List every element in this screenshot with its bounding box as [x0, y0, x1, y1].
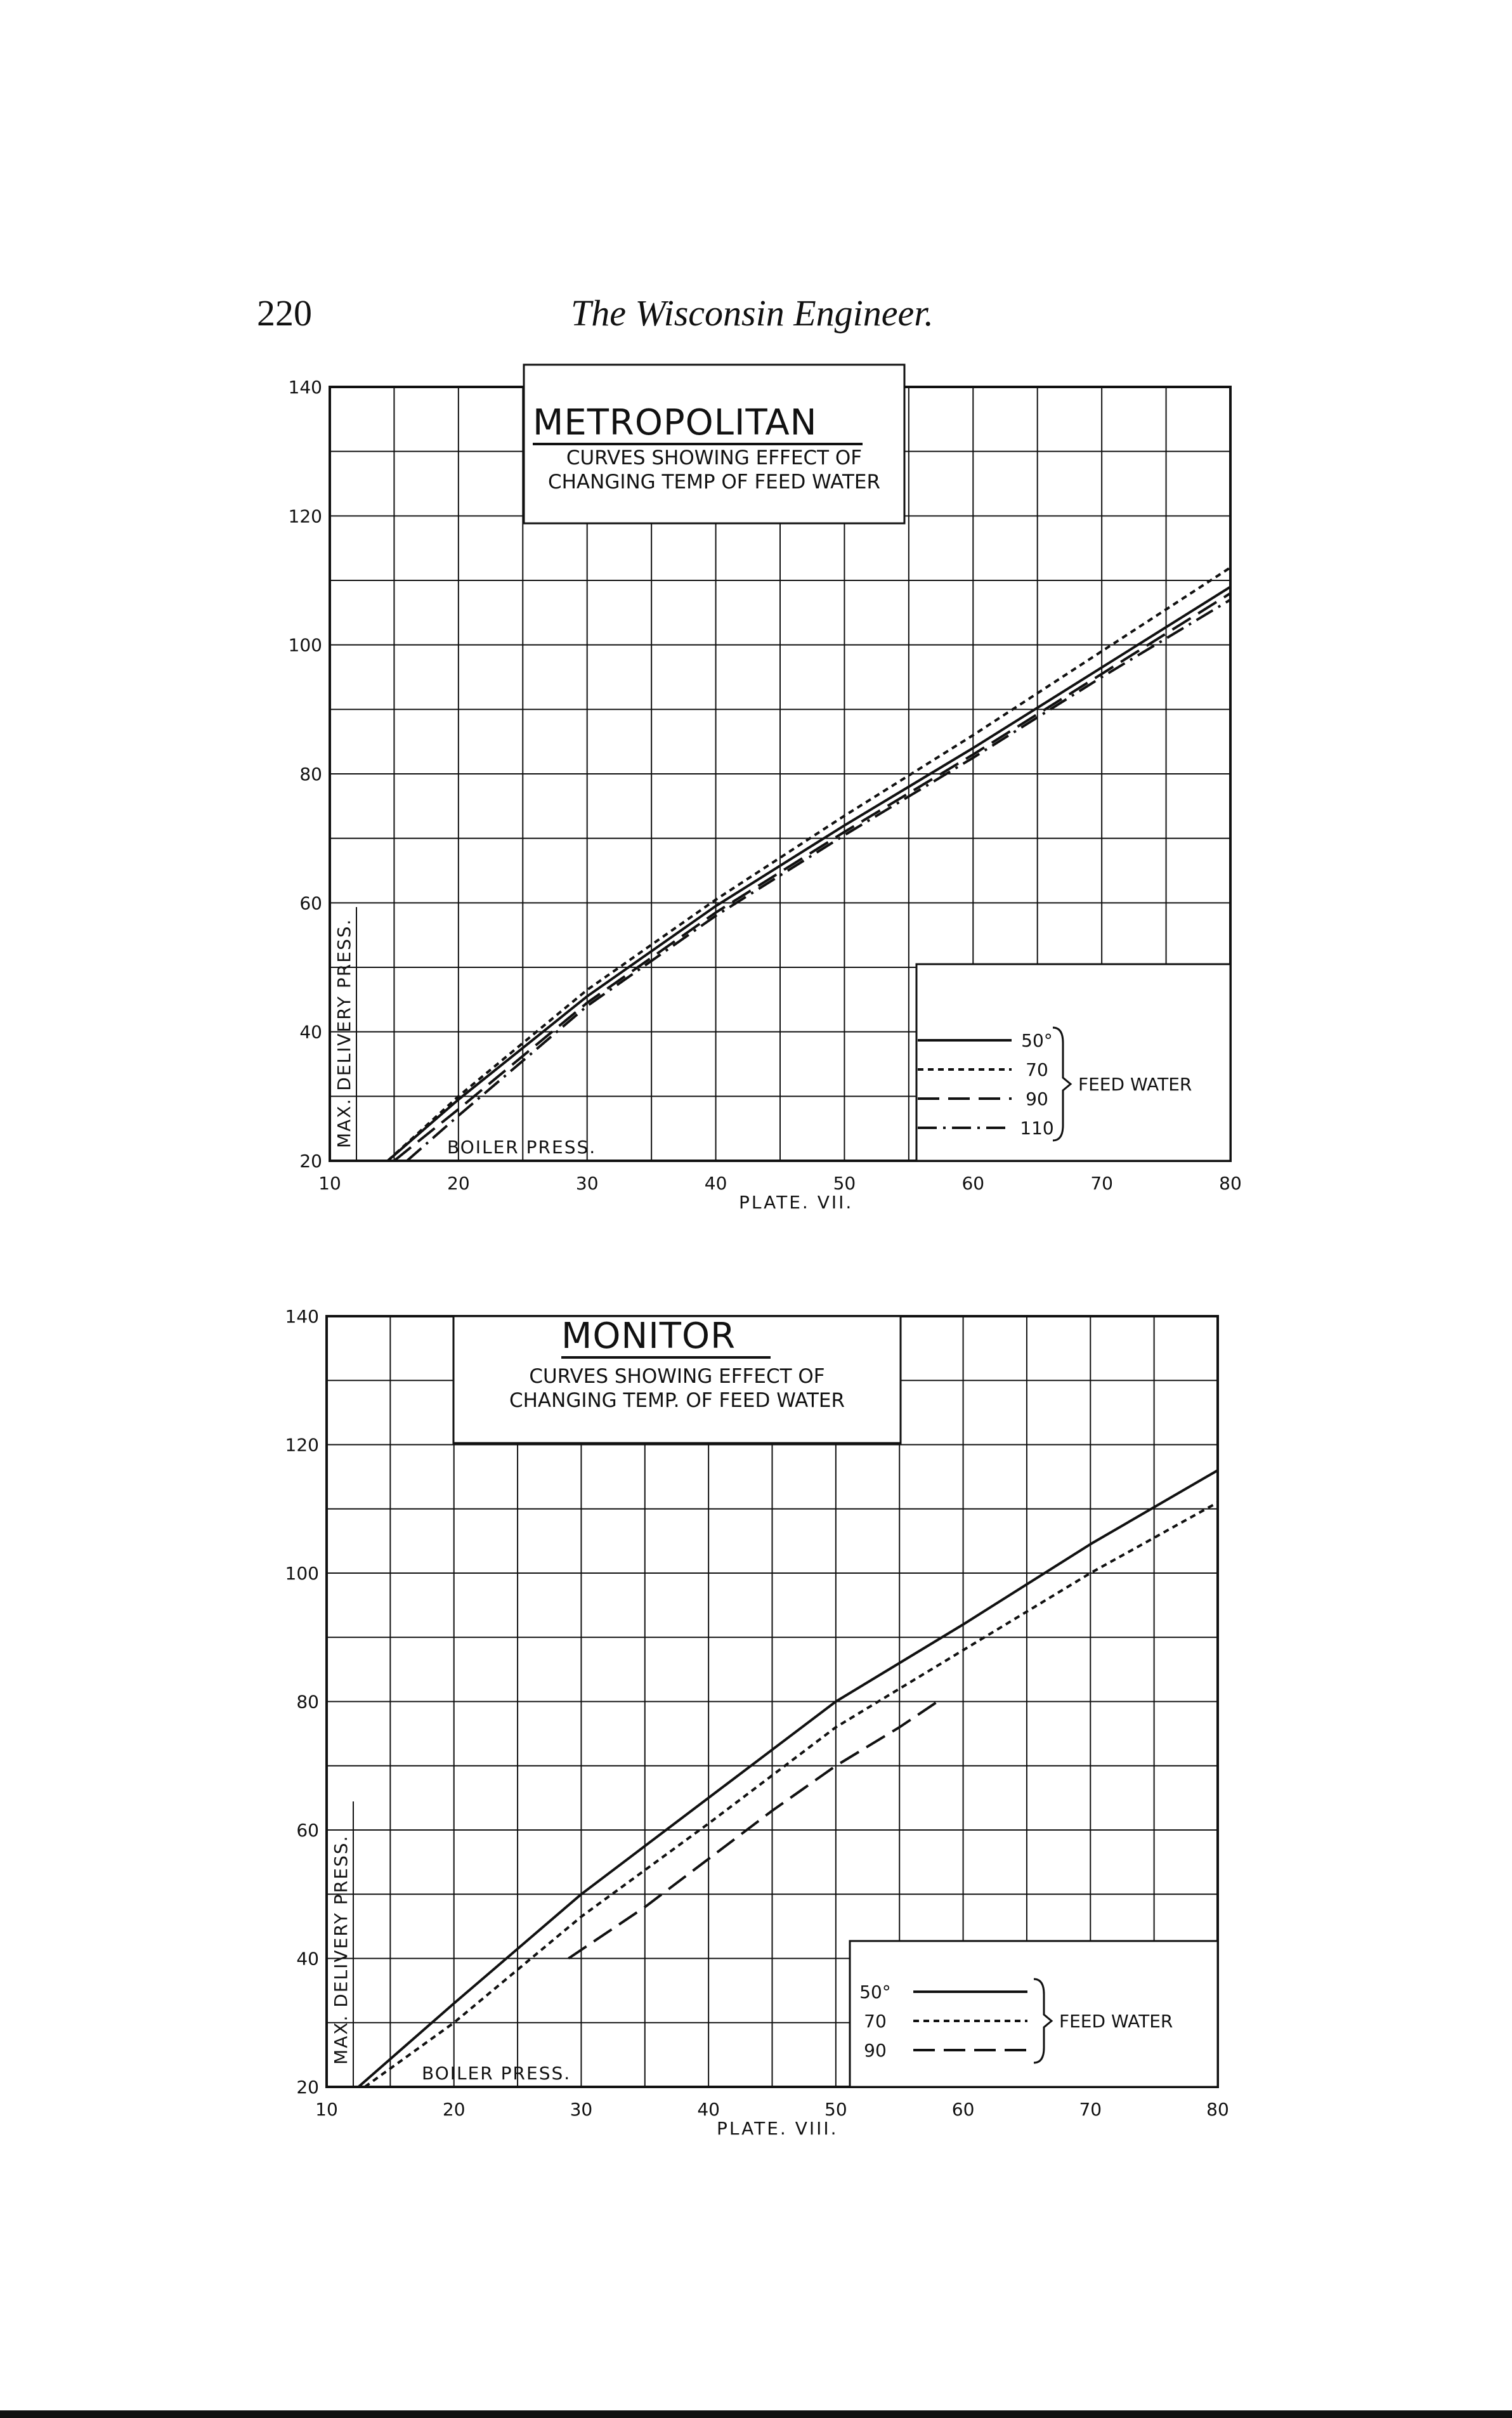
x-axis-label: BOILER PRESS.: [422, 2063, 571, 2084]
monitor-chart: [0, 1281, 1512, 2233]
y-tick-label: 60: [299, 892, 322, 914]
x-tick-label: 20: [447, 1173, 470, 1194]
metropolitan-chart: [0, 330, 1512, 1281]
journal-title: The Wisconsin Engineer.: [571, 292, 934, 334]
x-tick-label: 80: [1219, 1173, 1242, 1194]
y-tick-label: 140: [288, 377, 322, 398]
y-tick-label: 20: [299, 1151, 322, 1172]
legend-group-label: FEED WATER: [1078, 1074, 1192, 1095]
x-tick-label: 30: [575, 1173, 599, 1194]
y-tick-label: 80: [296, 1691, 319, 1713]
legend-box: [916, 964, 1230, 1161]
y-tick-label: 60: [296, 1820, 319, 1841]
x-tick-label: 30: [570, 2099, 593, 2120]
y-tick-label: 120: [288, 506, 322, 527]
y-tick-label: 140: [285, 1306, 319, 1327]
legend-entry-label: 50°: [1021, 1030, 1053, 1051]
x-tick-label: 50: [824, 2099, 847, 2120]
legend-entry-label: 90: [864, 2040, 887, 2061]
chart-title: METROPOLITAN: [533, 402, 818, 443]
chart-subtitle: CHANGING TEMP OF FEED WATER: [547, 471, 881, 493]
x-tick-label: 40: [697, 2099, 720, 2120]
y-tick-label: 20: [296, 2077, 319, 2098]
legend-entry-label: 50°: [859, 1982, 891, 2003]
chart-subtitle: CURVES SHOWING EFFECT OF: [566, 447, 863, 469]
x-tick-label: 60: [961, 1173, 985, 1194]
x-tick-label: 80: [1206, 2099, 1229, 2120]
y-tick-label: 100: [285, 1563, 319, 1584]
x-tick-label: 40: [704, 1173, 727, 1194]
x-axis-label: BOILER PRESS.: [447, 1137, 597, 1158]
plate-caption: PLATE. VIII.: [717, 2118, 838, 2139]
y-tick-label: 40: [296, 1948, 319, 1970]
legend-entry-label: 70: [1026, 1059, 1048, 1080]
chart-title: MONITOR: [561, 1316, 736, 1357]
x-tick-label: 20: [442, 2099, 466, 2120]
x-tick-label: 70: [1079, 2099, 1102, 2120]
chart-subtitle: CHANGING TEMP. OF FEED WATER: [509, 1389, 845, 1412]
y-tick-label: 80: [299, 764, 322, 785]
legend-group-label: FEED WATER: [1059, 2011, 1173, 2032]
x-tick-label: 60: [951, 2099, 975, 2120]
legend-entry-label: 70: [864, 2011, 887, 2032]
y-axis-label: MAX. DELIVERY PRESS.: [330, 1834, 351, 2065]
x-tick-label: 50: [833, 1173, 856, 1194]
x-tick-label: 10: [318, 1173, 341, 1194]
chart-subtitle: CURVES SHOWING EFFECT OF: [529, 1365, 825, 1388]
plate-caption: PLATE. VII.: [739, 1192, 854, 1213]
y-tick-label: 40: [299, 1021, 322, 1043]
y-tick-label: 100: [288, 634, 322, 656]
legend-entry-label: 90: [1026, 1088, 1048, 1109]
x-tick-label: 10: [315, 2099, 338, 2120]
x-tick-label: 70: [1090, 1173, 1113, 1194]
page-number: 220: [257, 292, 312, 334]
y-axis-label: MAX. DELIVERY PRESS.: [334, 918, 355, 1148]
legend-entry-label: 110: [1020, 1118, 1054, 1139]
bottom-rule: [0, 2410, 1512, 2418]
y-tick-label: 120: [285, 1434, 319, 1456]
